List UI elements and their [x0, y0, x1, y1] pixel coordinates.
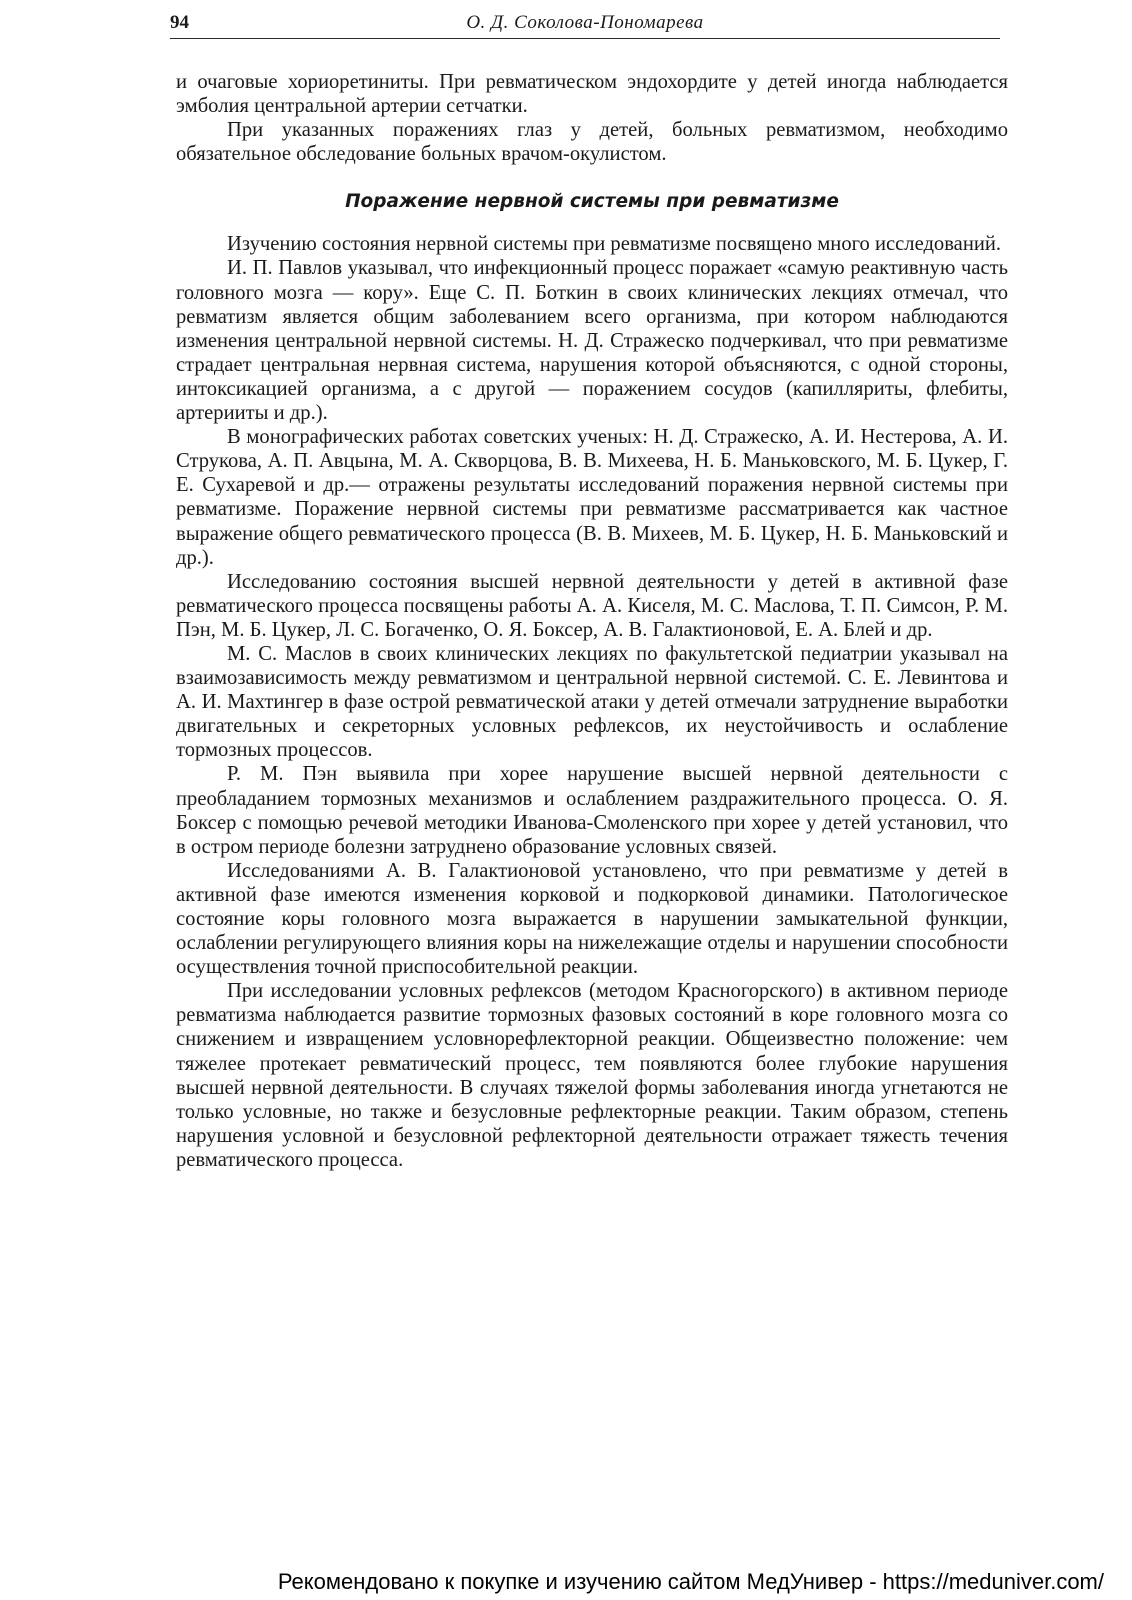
paragraph: При исследовании условных рефлексов (методом Красногорского) в активном периоде ревматизма наблюдается развитие тормозных фазовых состояний в коре головного мозга со снижением и извращением условнорефлекторной реакции. Общеизвестно положение: чем тяжелее протекает ревматический процесс, тем появляются более глубокие нарушения высшей нервной деятельности. В случаях тяжелой формы заболевания иногда угнетаются не только условные, но также и безусловные рефлекторные реакции. Таким образом, степень нарушения условной и безусловной рефлекторной деятельности отражает тяжесть течения ревматического процесса.: [176, 980, 1008, 1171]
page-header: [170, 8, 1000, 39]
paragraph: М. С. Маслов в своих клинических лекциях по факультетской педиатрии указывал на взаимозависимость между ревматизмом и центральной нервной системой. С. Е. Левинтова и А. И. Махтингер в фазе острой ревматической атаки у детей отмечали затруднение выработки двигательных и секреторных условных рефлексов, их неустойчивость и ослабление тормозных процессов.: [176, 642, 1008, 762]
body-text: [176, 70, 1008, 1172]
page-number: 94: [170, 12, 189, 33]
section-heading: Поражение нервной системы при ревматизме: [345, 191, 839, 213]
paragraph: Исследованию состояния высшей нервной деятельности у детей в активной фазе ревматического процесса посвящены работы А. А. Киселя, М. С. Маслова, Т. П. Симсон, Р. М. Пэн, М. Б. Цукер, Л. С. Богаченко, О. Я. Боксер, А. В. Галактионовой, Е. А. Блей и др.: [176, 570, 1008, 641]
paragraph: Исследованиями А. В. Галактионовой установлено, что при ревматизме у детей в активной фазе имеются изменения корковой и подкорковой динамики. Патологическое состояние коры головного мозга выражается в нарушении замыкательной функции, ослаблении регулирующего влияния коры на нижележащие отделы и нарушении способности осуществления точной приспособительной реакции.: [176, 859, 1008, 979]
paragraph: При указанных поражениях глаз у детей, больных ревматизмом, необходимо обязательное обследование больных врачом-окулистом.: [176, 119, 1008, 166]
paragraph: И. П. Павлов указывал, что инфекционный процесс поражает «самую реактивную часть головного мозга — кору». Еще С. П. Боткин в своих клинических лекциях отмечал, что ревматизм является общим заболеванием всего организма, при котором наблюдаются изменения центральной нервной системы. Н. Д. Стражеско подчеркивал, что при ревматизме страдает центральная нервная система, нарушения которой объясняются, с одной стороны, интоксикацией организма, а с другой — поражением сосудов (капилляриты, флебиты, артерииты и др.).: [176, 257, 1008, 425]
footer-recommendation: Рекомендовано к покупке и изучению сайтом МедУнивер - https://meduniver.com/: [277, 1569, 1104, 1594]
paragraph: и очаговые хориоретиниты. При ревматическом эндохордите у детей иногда наблюдается эмболия центральной артерии сетчатки.: [176, 71, 1008, 118]
paragraph: В монографических работах советских ученых: Н. Д. Стражеско, А. И. Нестерова, А. И. Струкова, А. П. Авцына, М. А. Скворцова, В. В. Михеева, Н. Б. Маньковского, М. Б. Цукер, Г. Е. Сухаревой и др.— отражены результаты исследований поражения нервной системы при ревматизме. Поражение нервной системы при ревматизме рассматривается как частное выражение общего ревматического процесса (В. В. Михеев, М. Б. Цукер, Н. Б. Маньковский и др.).: [176, 426, 1008, 569]
paragraph: Изучению состояния нервной системы при ревматизме посвящено много исследований.: [227, 233, 1002, 256]
running-head: О. Д. Соколова-Пономарева: [466, 12, 704, 33]
paragraph: Р. М. Пэн выявила при хорее нарушение высшей нервной деятельности с преобладанием тормозных механизмов и ослаблением раздражительного процесса. О. Я. Боксер с помощью речевой методики Иванова-Смоленского при хорее у детей установил, что в остром периоде болезни затруднено образование условных связей.: [176, 763, 1008, 858]
